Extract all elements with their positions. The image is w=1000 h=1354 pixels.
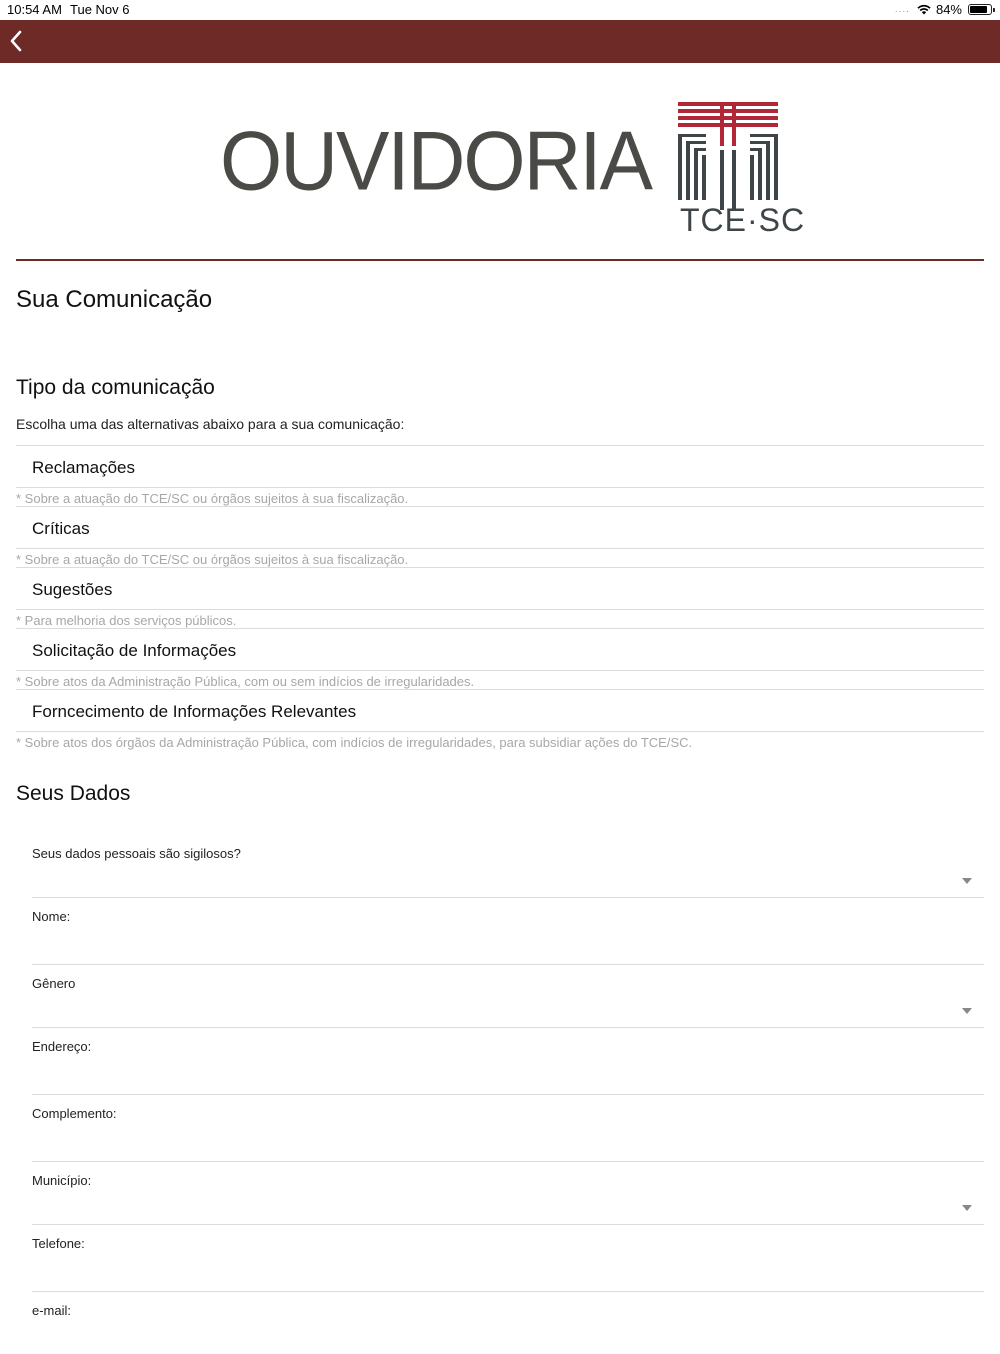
status-date: Tue Nov 6 bbox=[70, 2, 130, 17]
emblem-bar bbox=[758, 148, 762, 200]
emblem-bar bbox=[732, 150, 736, 210]
wifi-icon bbox=[917, 4, 931, 15]
emblem-bar bbox=[686, 141, 690, 200]
sigilo-value bbox=[32, 870, 954, 896]
tipo-section-title: Tipo da comunicação bbox=[16, 376, 215, 399]
endereco-input[interactable] bbox=[32, 1064, 954, 1090]
option-hint: * Sobre a atuação do TCE/SC ou órgãos sujeitos à sua fiscalização. bbox=[16, 491, 409, 506]
navigation-bar bbox=[0, 20, 1000, 63]
complemento-field-group bbox=[32, 1095, 984, 1162]
genero-value bbox=[32, 999, 954, 1025]
status-indicators bbox=[895, 2, 992, 17]
emblem-bar bbox=[694, 148, 706, 151]
caret-down-icon bbox=[962, 878, 972, 884]
emblem-bar bbox=[702, 155, 706, 200]
dados-section-title: Seus Dados bbox=[16, 782, 131, 805]
option-fornecimento-informacoes-button[interactable] bbox=[16, 689, 984, 732]
option-solicitacao-informacoes bbox=[16, 628, 984, 689]
telefone-label: Telefone: bbox=[32, 1236, 85, 1251]
status-time: 10:54 AM bbox=[7, 2, 62, 17]
nome-input[interactable] bbox=[32, 934, 954, 960]
battery-icon bbox=[968, 4, 992, 15]
sigilo-select[interactable] bbox=[32, 840, 984, 898]
complemento-label: Complemento: bbox=[32, 1106, 117, 1121]
option-reclamacoes bbox=[16, 445, 984, 506]
battery-percent: 84% bbox=[935, 2, 962, 17]
option-solicitacao-informacoes-button[interactable] bbox=[16, 628, 984, 671]
municipio-label: Município: bbox=[32, 1173, 92, 1188]
emblem-bar bbox=[686, 141, 706, 144]
signal-icon: .... bbox=[894, 4, 910, 15]
municipio-select[interactable] bbox=[32, 1162, 984, 1225]
page-title: Sua Comunicação bbox=[16, 286, 213, 313]
option-label: Reclamações bbox=[32, 458, 135, 477]
emblem-bar bbox=[678, 134, 706, 137]
telefone-field-group bbox=[32, 1225, 984, 1292]
sigilo-label: Seus dados pessoais são sigilosos? bbox=[32, 846, 241, 861]
emblem-bar bbox=[750, 155, 754, 158]
emblem-bar bbox=[694, 148, 698, 200]
nome-label: Nome: bbox=[32, 909, 71, 924]
email-label: e-mail: bbox=[32, 1303, 72, 1318]
genero-label: Gênero bbox=[32, 976, 76, 991]
municipio-value bbox=[32, 1196, 954, 1222]
status-bar bbox=[0, 0, 1000, 20]
communication-type-list bbox=[16, 445, 984, 750]
email-field-group bbox=[32, 1292, 984, 1334]
genero-select[interactable] bbox=[32, 965, 984, 1028]
caret-down-icon bbox=[962, 1205, 972, 1211]
option-hint: * Sobre a atuação do TCE/SC ou órgãos sujeitos à sua fiscalização. bbox=[16, 552, 409, 567]
emblem-bar bbox=[766, 141, 770, 200]
emblem-bar bbox=[720, 106, 724, 146]
emblem-bar bbox=[750, 155, 754, 200]
option-label: Críticas bbox=[32, 519, 90, 538]
option-hint: * Sobre atos da Administração Pública, com ou sem indícios de irregularidades. bbox=[16, 674, 475, 689]
emblem-bar bbox=[720, 150, 724, 210]
option-reclamacoes-button[interactable] bbox=[16, 445, 984, 488]
emblem-bar bbox=[750, 148, 762, 151]
ouvidoria-logo bbox=[220, 98, 806, 243]
logo-wordmark: OUVIDORIA bbox=[220, 114, 651, 208]
option-label: Solicitação de Informações bbox=[32, 641, 237, 660]
emblem-bar bbox=[774, 134, 778, 200]
option-fornecimento-informacoes bbox=[16, 689, 984, 750]
logo-subtitle: TCE·SC bbox=[680, 202, 806, 238]
option-label: Sugestões bbox=[32, 580, 113, 599]
emblem-bar bbox=[732, 106, 736, 146]
caret-down-icon bbox=[962, 1008, 972, 1014]
telefone-input[interactable] bbox=[32, 1261, 954, 1287]
tce-sc-emblem-icon bbox=[678, 102, 780, 210]
emblem-bar bbox=[750, 141, 770, 144]
option-hint: * Para melhoria dos serviços públicos. bbox=[16, 613, 237, 628]
chevron-left-icon[interactable] bbox=[6, 28, 26, 54]
complemento-input[interactable] bbox=[32, 1131, 954, 1157]
emblem-bar bbox=[702, 155, 706, 158]
option-hint: * Sobre atos dos órgãos da Administração Pública, com indícios de irregularidades, para subsidiar ações do TCE/SC. bbox=[16, 735, 693, 750]
emblem-bar bbox=[678, 109, 778, 113]
option-label: Forncecimento de Informações Relevantes bbox=[32, 702, 357, 721]
nome-field-group bbox=[32, 898, 984, 965]
header-divider bbox=[16, 259, 984, 261]
endereco-label: Endereço: bbox=[32, 1039, 92, 1054]
option-criticas-button[interactable] bbox=[16, 506, 984, 549]
emblem-bar bbox=[678, 134, 682, 200]
emblem-bar bbox=[750, 134, 778, 137]
option-criticas bbox=[16, 506, 984, 567]
option-sugestoes-button[interactable] bbox=[16, 567, 984, 610]
option-sugestoes bbox=[16, 567, 984, 628]
emblem-bar bbox=[678, 123, 778, 127]
tipo-section-description: Escolha uma das alternativas abaixo para a sua comunicação: bbox=[16, 416, 405, 432]
endereco-field-group bbox=[32, 1028, 984, 1095]
emblem-bar bbox=[678, 116, 778, 120]
battery-fill bbox=[970, 6, 987, 13]
emblem-bar bbox=[678, 102, 778, 106]
email-input[interactable] bbox=[32, 1328, 954, 1354]
